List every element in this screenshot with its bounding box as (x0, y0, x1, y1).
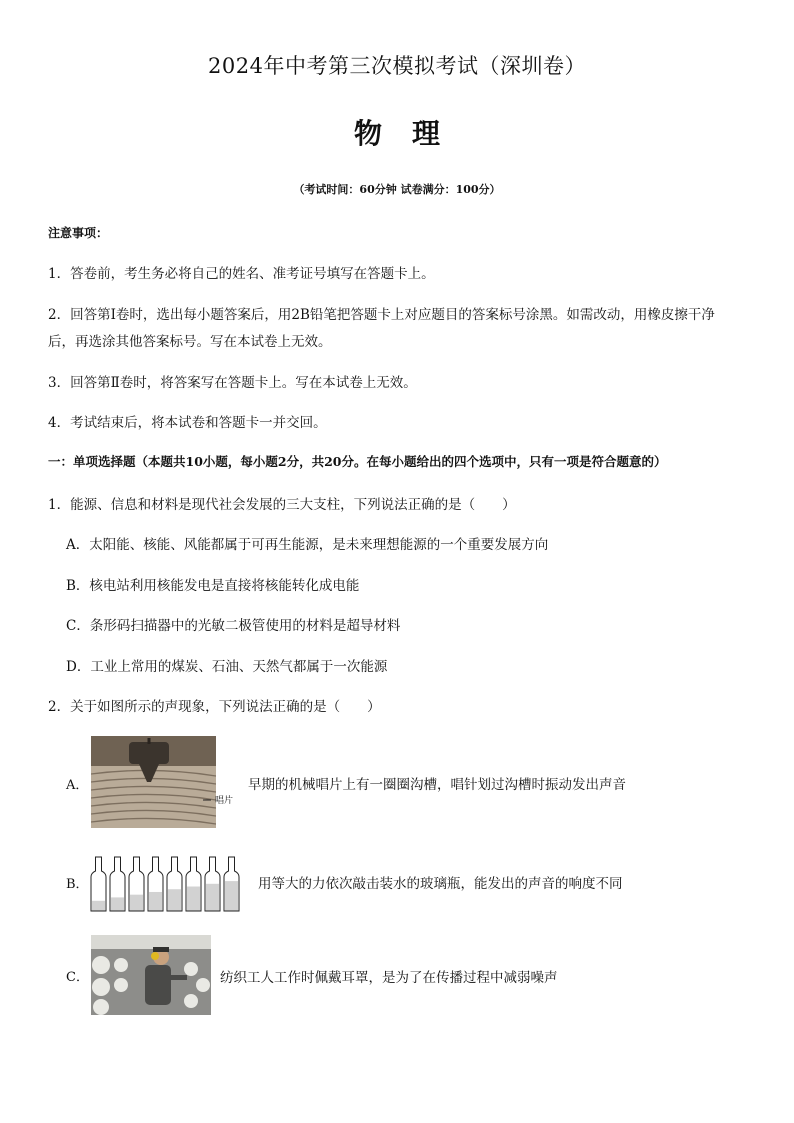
note-item: 1．答卷前，考生务必将自己的姓名、准考证号填写在答题卡上。 (48, 266, 435, 282)
glass-bottle (91, 857, 106, 911)
exam-title: 2024年中考第三次模拟考试（深圳卷） (208, 54, 586, 78)
question-2-option-b-letter: B． (66, 877, 89, 892)
question-1-option-c: C．条形码扫描器中的光敏二极管使用的材料是超导材料 (66, 618, 401, 634)
bottle-water (92, 901, 105, 911)
question-2-option-b-text: 用等大的力依次敲击装水的玻璃瓶，能发出的声音的响度不同 (258, 876, 623, 892)
bottle-water (206, 884, 219, 911)
question-1-stem: 1．能源、信息和材料是现代社会发展的三大支柱，下列说法正确的是（ ） (48, 497, 516, 513)
bottle-water (111, 897, 124, 911)
note-item: 4．考试结束后，将本试卷和答题卡一并交回。 (48, 415, 327, 431)
glass-bottle (186, 857, 201, 911)
question-1-option-d: D．工业上常用的煤炭、石油、天然气都属于一次能源 (66, 659, 388, 675)
glass-bottle (205, 857, 220, 911)
glass-bottle (167, 857, 182, 911)
record-groove-photo (91, 736, 216, 828)
question-2-option-c-text: 纺织工人工作时佩戴耳罩，是为了在传播过程中减弱噪声 (220, 970, 558, 986)
question-2-option-a-text: 早期的机械唱片上有一圈圈沟槽，唱针划过沟槽时振动发出声音 (248, 777, 626, 793)
record-label: 唱片 (215, 796, 234, 806)
glass-bottles-figure (89, 853, 245, 913)
question-2-option-a-letter: A． (66, 778, 89, 793)
notes-heading: 注意事项： (48, 226, 109, 240)
glass-bottle (224, 857, 239, 911)
bottle-water (225, 881, 238, 911)
glass-bottle (148, 857, 163, 911)
question-1-option-b: B．核电站利用核能发电是直接将核能转化成电能 (66, 578, 360, 594)
note-item: 2．回答第Ⅰ卷时，选出每小题答案后，用2B铅笔把答题卡上对应题目的答案标号涂黑。如需改动，用橡皮擦干净 (48, 307, 715, 323)
bottle-water (149, 892, 162, 911)
bottle-water (187, 887, 200, 911)
section-heading: 一：单项选择题（本题共10小题，每小题2分，共20分。在每小题给出的四个选项中，只有一项是符合题意的） (48, 454, 667, 469)
question-2-option-c-letter: C． (66, 970, 89, 985)
textile-worker-photo (91, 935, 211, 1015)
subject-title: 物理 (353, 117, 470, 150)
question-1-option-a: A．太阳能、核能、风能都属于可再生能源，是未来理想能源的一个重要发展方向 (66, 537, 549, 553)
exam-info: （考试时间：60分钟 试卷满分：100分） (293, 183, 501, 196)
bottle-water (168, 889, 181, 911)
bottle-water (130, 895, 143, 911)
glass-bottle (129, 857, 144, 911)
question-2-stem: 2．关于如图所示的声现象，下列说法正确的是（ ） (48, 699, 381, 715)
note-item: 后，再选涂其他答案标号。写在本试卷上无效。 (48, 334, 332, 350)
glass-bottle (110, 857, 125, 911)
note-item: 3．回答第Ⅱ卷时，将答案写在答题卡上。写在本试卷上无效。 (48, 375, 417, 391)
